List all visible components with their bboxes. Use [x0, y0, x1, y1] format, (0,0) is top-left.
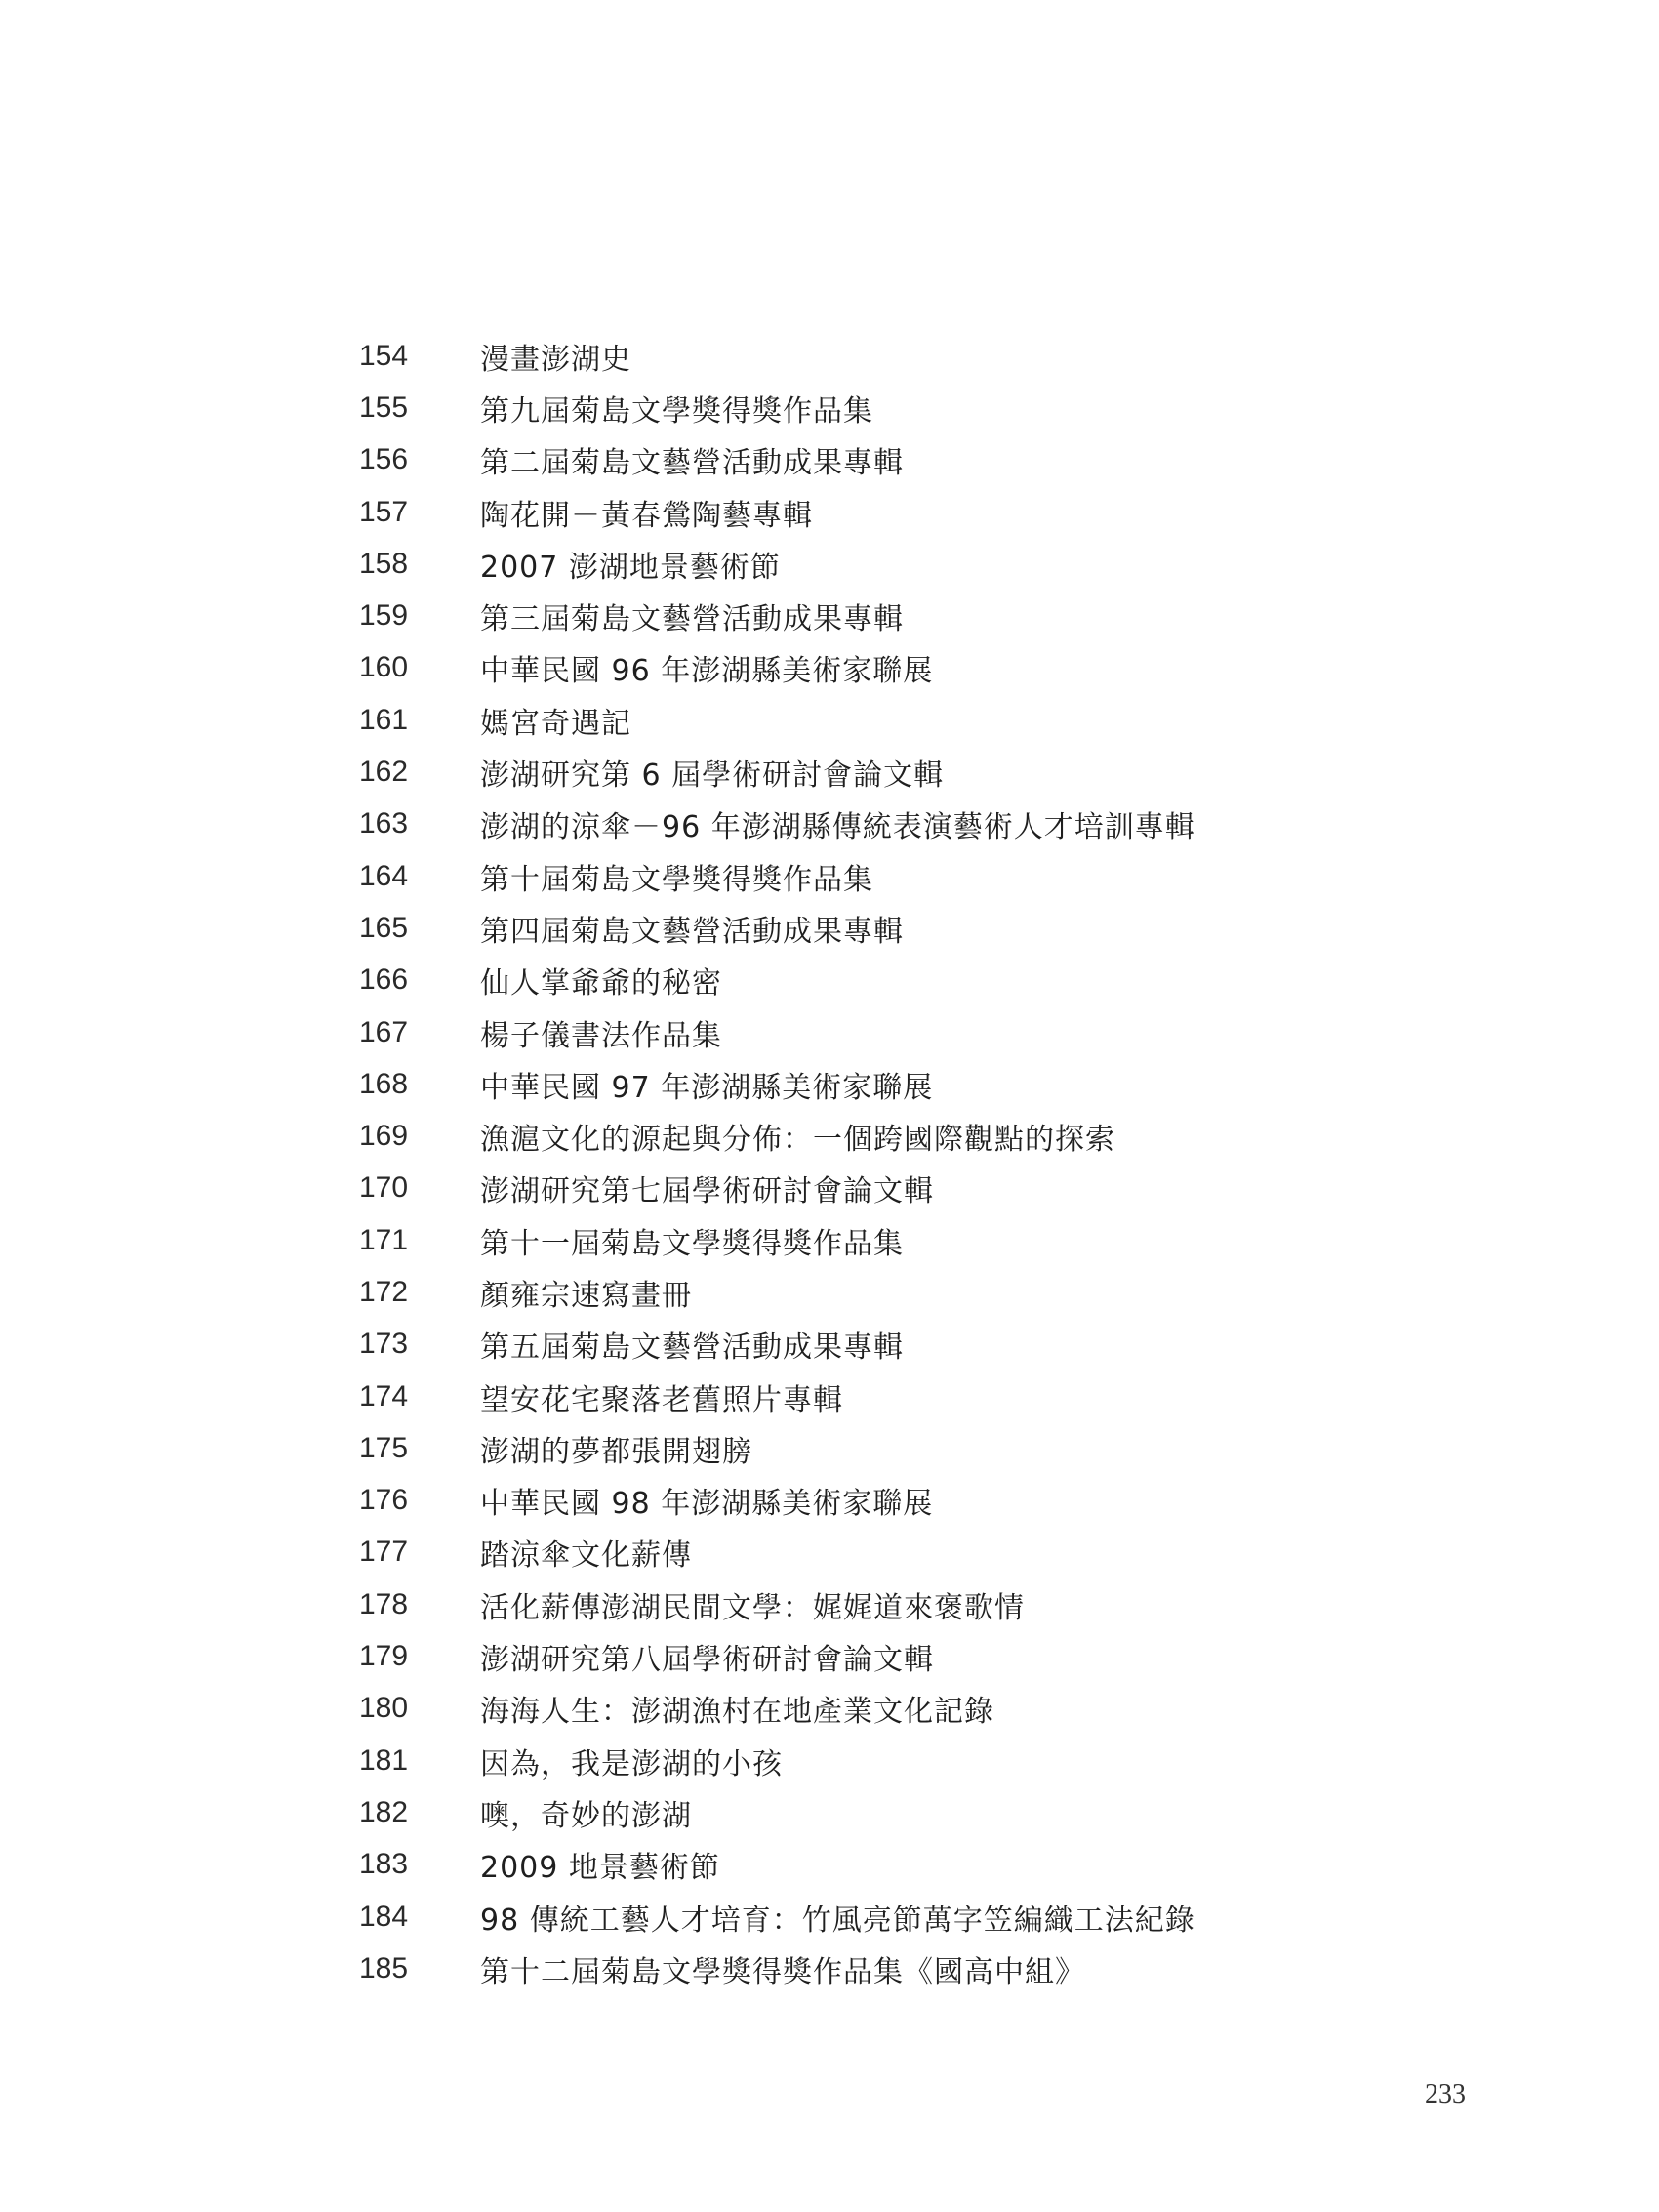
entry-title: 因為，我是澎湖的小孩 [480, 1746, 783, 1782]
entry-title: 第九屆菊島文學獎得獎作品集 [480, 393, 873, 429]
entry-number: 161 [359, 703, 409, 736]
entry-title: 漁滬文化的源起與分佈：一個跨國際觀點的探索 [480, 1123, 1115, 1158]
entry-number: 174 [359, 1379, 409, 1413]
entry-title: 顏雍宗速寫畫冊 [480, 1278, 692, 1313]
list-item [359, 1943, 1335, 1994]
list-item [359, 1371, 1335, 1422]
entry-number: 184 [359, 1900, 409, 1933]
entry-number: 169 [359, 1120, 409, 1153]
entry-title: 第四屆菊島文藝營活動成果專輯 [480, 914, 904, 949]
list-item [359, 1214, 1335, 1266]
list-item [359, 850, 1335, 902]
list-item [359, 434, 1335, 486]
entry-number: 179 [359, 1640, 409, 1673]
entry-number: 165 [359, 911, 409, 944]
entry-title: 第十二屆菊島文學獎得獎作品集《國高中組》 [480, 1954, 1085, 1989]
entry-title: 第三屆菊島文藝營活動成果專輯 [480, 602, 904, 637]
entry-number: 185 [359, 1951, 409, 1985]
entry-number: 177 [359, 1536, 409, 1569]
entry-number: 155 [359, 390, 409, 424]
entry-number: 171 [359, 1223, 409, 1256]
entry-title: 陶花開－黃春鶯陶藝專輯 [480, 498, 813, 533]
list-item [359, 1422, 1335, 1474]
entry-number: 159 [359, 599, 409, 633]
entry-title: 第二屆菊島文藝營活動成果專輯 [480, 446, 904, 481]
list-item [359, 746, 1335, 798]
list-item [359, 1630, 1335, 1682]
list-item [359, 1110, 1335, 1162]
entry-number: 154 [359, 339, 409, 372]
entry-number: 163 [359, 807, 409, 840]
list-item [359, 902, 1335, 954]
entry-title: 澎湖研究第 6 屆學術研討會論文輯 [480, 758, 945, 794]
entry-number: 166 [359, 963, 409, 997]
list-item [359, 1839, 1335, 1891]
entry-title: 第五屆菊島文藝營活動成果專輯 [480, 1331, 904, 1366]
entry-number: 172 [359, 1275, 409, 1308]
entry-title: 第十屆菊島文學獎得獎作品集 [480, 862, 873, 897]
list-item [359, 1735, 1335, 1786]
entry-number: 160 [359, 651, 409, 684]
entry-title: 澎湖的涼傘－96 年澎湖縣傳統表演藝術人才培訓專輯 [480, 810, 1195, 845]
entry-number: 162 [359, 756, 409, 789]
entry-title: 活化薪傳澎湖民間文學：娓娓道來褒歌情 [480, 1590, 1025, 1625]
entry-title: 海海人生：澎湖漁村在地產業文化記錄 [480, 1695, 994, 1730]
entry-number: 167 [359, 1015, 409, 1048]
entry-title: 澎湖的夢都張開翅膀 [480, 1434, 752, 1469]
entry-number: 176 [359, 1484, 409, 1517]
entry-number: 183 [359, 1848, 409, 1881]
list-item [359, 1475, 1335, 1527]
entry-title: 98 傳統工藝人才培育：竹風亮節萬字笠編織工法紀錄 [480, 1903, 1195, 1938]
list-item [359, 538, 1335, 590]
list-item [359, 1163, 1335, 1214]
entry-number: 175 [359, 1431, 409, 1464]
entry-number: 164 [359, 859, 409, 892]
entry-title: 澎湖研究第七屆學術研討會論文輯 [480, 1174, 934, 1209]
entry-number: 158 [359, 547, 409, 580]
entry-title: 漫畫澎湖史 [480, 342, 631, 377]
publication-list [359, 330, 1335, 1995]
entry-title: 第十一屆菊島文學獎得獎作品集 [480, 1226, 904, 1261]
list-item [359, 590, 1335, 641]
entry-title: 仙人掌爺爺的秘密 [480, 966, 722, 1002]
list-item [359, 1527, 1335, 1578]
entry-title: 2009 地景藝術節 [480, 1851, 720, 1886]
entry-title: 2007 澎湖地景藝術節 [480, 550, 781, 585]
entry-number: 157 [359, 495, 409, 528]
list-item [359, 1891, 1335, 1943]
list-item [359, 799, 1335, 850]
entry-title: 踏涼傘文化薪傳 [480, 1538, 692, 1574]
entry-title: 楊子儀書法作品集 [480, 1018, 722, 1053]
list-item [359, 642, 1335, 694]
list-item [359, 382, 1335, 433]
entry-title: 中華民國 96 年澎湖縣美術家聯展 [480, 654, 934, 689]
entry-title: 媽宮奇遇記 [480, 706, 631, 741]
list-item [359, 1786, 1335, 1838]
list-item [359, 330, 1335, 382]
entry-number: 173 [359, 1328, 409, 1361]
list-item [359, 955, 1335, 1006]
entry-number: 181 [359, 1743, 409, 1777]
list-item [359, 1319, 1335, 1371]
entry-title: 中華民國 98 年澎湖縣美術家聯展 [480, 1487, 934, 1522]
entry-number: 168 [359, 1067, 409, 1100]
entry-number: 170 [359, 1171, 409, 1205]
page-number: 233 [1425, 2079, 1466, 2110]
entry-title: 澎湖研究第八屆學術研討會論文輯 [480, 1643, 934, 1678]
list-item [359, 1058, 1335, 1110]
entry-number: 178 [359, 1587, 409, 1620]
list-item [359, 486, 1335, 538]
list-item [359, 1266, 1335, 1318]
entry-number: 180 [359, 1692, 409, 1725]
entry-title: 中華民國 97 年澎湖縣美術家聯展 [480, 1070, 934, 1105]
entry-title: 噢，奇妙的澎湖 [480, 1798, 692, 1833]
list-item [359, 1578, 1335, 1630]
entry-number: 182 [359, 1795, 409, 1828]
entry-number: 156 [359, 443, 409, 476]
list-item [359, 1683, 1335, 1735]
entry-title: 望安花宅聚落老舊照片專輯 [480, 1382, 843, 1417]
list-item [359, 1006, 1335, 1058]
list-item [359, 694, 1335, 746]
